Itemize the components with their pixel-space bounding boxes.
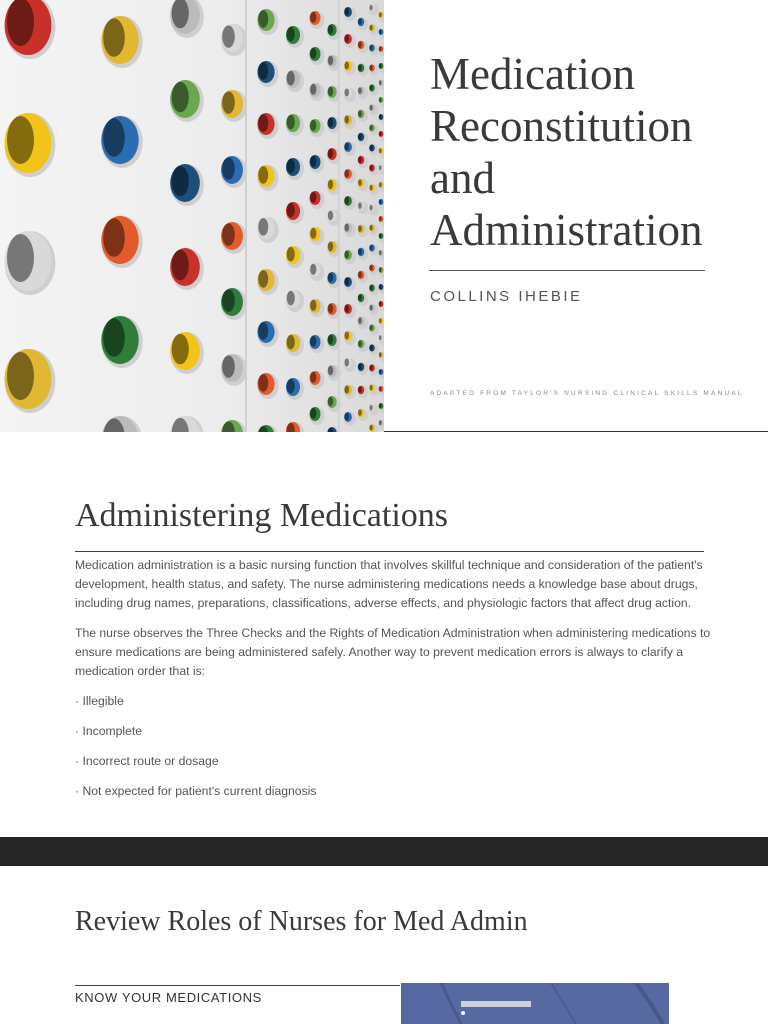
title-divider <box>75 551 704 552</box>
dot-shadow <box>345 116 350 124</box>
dot-shadow <box>369 425 372 431</box>
dot-shadow <box>369 365 372 371</box>
dot-shadow <box>287 335 295 349</box>
nurse-scrubs-image <box>401 983 701 1024</box>
dot-shadow <box>369 125 372 131</box>
dot-shadow <box>103 218 125 256</box>
dot-shadow <box>379 182 382 187</box>
dot-shadow <box>310 48 316 59</box>
dot-shadow <box>103 118 125 156</box>
dot-shadow <box>358 110 362 117</box>
dot-shadow <box>222 223 235 245</box>
dot-shadow <box>358 409 362 416</box>
body-paragraph: The nurse observes the Three Checks and the Rights of Medication Administration when administering medications to ensure medications are being administered safely. Another way to prevent medication errors is always to clarify a medication order that is: <box>75 626 711 678</box>
slide-title: Review Roles of Nurses for Med Admin <box>75 906 528 937</box>
dot-shadow <box>369 65 372 71</box>
dot-shadow <box>379 335 382 340</box>
dot-shadow <box>358 133 362 140</box>
dot-shadow <box>369 145 372 151</box>
cover-author: COLLINS IHEBIE <box>430 288 583 305</box>
dot-shadow <box>379 352 382 357</box>
dot-shadow <box>379 386 382 391</box>
dot-shadow <box>358 156 362 163</box>
dot-shadow <box>310 372 316 383</box>
cover-title <box>430 48 750 256</box>
dot-shadow <box>222 289 235 311</box>
dot-shadow <box>258 218 268 236</box>
dot-shadow <box>258 166 268 184</box>
dot-shadow <box>358 317 362 324</box>
dot-shadow <box>287 159 295 173</box>
dot-shadow <box>345 413 350 421</box>
dot-shadow <box>358 363 362 370</box>
dot-shadow <box>172 82 189 112</box>
dot-shadow <box>358 18 362 25</box>
dot-shadow <box>345 197 350 205</box>
dot-shadow <box>345 251 350 259</box>
dot-shadow <box>7 0 34 46</box>
dot-shadow <box>328 56 333 66</box>
dot-shadow <box>310 192 316 203</box>
dot-shadow <box>379 216 382 221</box>
dot-shadow <box>369 245 372 251</box>
dot-shadow <box>310 12 316 23</box>
dot-shadow <box>379 318 382 323</box>
dot-shadow <box>258 270 268 288</box>
dot-shadow <box>369 45 372 51</box>
dot-shadow <box>287 291 295 305</box>
dot-shadow <box>328 211 333 221</box>
cover-title-line: Administration <box>430 205 703 255</box>
dot-shadow <box>358 202 362 209</box>
dot-shadow <box>358 64 362 71</box>
body-paragraph: Medication administration is a basic nursing function that involves skillful technique and consideration of the patient's development, health status, and safety. The nurse administering medications needs a knowledge base about drugs, including drug names, preparations, classifications, adverse effects, and physiologic factors that affect drug action. <box>75 558 703 610</box>
dot-shadow <box>379 114 382 119</box>
cover-source-note: ADAPTED FROM TAYLOR'S NURSING CLINICAL SKILLS MANUAL <box>430 390 744 397</box>
dot-shadow <box>379 63 382 68</box>
dot-shadow <box>310 120 316 131</box>
cover-bottom-divider <box>384 431 768 432</box>
dot-shadow <box>172 334 189 364</box>
dot-shadow <box>287 379 295 393</box>
dot-shadow <box>369 345 372 351</box>
dot-shadow <box>345 332 350 340</box>
dot-shadow <box>172 166 189 196</box>
dot-shadow <box>379 12 382 17</box>
cover-title-line: Medication <box>430 49 635 99</box>
dot-shadow <box>345 224 350 232</box>
nurse-photo <box>401 983 701 1024</box>
dot-shadow <box>328 180 333 190</box>
dot-shadow <box>379 131 382 136</box>
dot-shadow <box>328 242 333 252</box>
dot-shadow <box>358 225 362 232</box>
dot-shadow <box>328 397 333 407</box>
dot-shadow <box>310 264 316 275</box>
administering-medications-slide <box>0 433 768 836</box>
bullet-item: · Illegible <box>75 694 124 708</box>
dot-shadow <box>328 304 333 314</box>
cover-slide <box>0 0 768 432</box>
dot-shadow <box>369 385 372 391</box>
dot-shadow <box>328 366 333 376</box>
dot-shadow <box>369 325 372 331</box>
dot-shadow <box>379 403 382 408</box>
dot-shadow <box>310 300 316 311</box>
bullet-list <box>75 692 715 801</box>
dot-shadow <box>379 284 382 289</box>
dot-shadow <box>345 278 350 286</box>
dot-shadow <box>7 234 34 282</box>
cover-title-line: Reconstitution <box>430 101 693 151</box>
section-divider <box>75 985 400 986</box>
dot-shadow <box>328 118 333 128</box>
dot-shadow <box>328 25 333 35</box>
dot-shadow <box>310 156 316 167</box>
dot-shadow <box>345 35 350 43</box>
dot-shadow <box>310 336 316 347</box>
dot-shadow <box>379 148 382 153</box>
dot-shadow <box>369 405 372 411</box>
dot-shadow <box>258 322 268 340</box>
dot-shadow <box>369 5 372 11</box>
dot-shadow <box>369 85 372 91</box>
dot-shadow <box>345 305 350 313</box>
dot-shadow <box>379 80 382 85</box>
dot-shadow <box>369 265 372 271</box>
dot-shadow <box>379 420 382 425</box>
colorful-dots-image <box>0 0 384 432</box>
cover-photo <box>0 0 384 432</box>
dot-shadow <box>358 386 362 393</box>
dot-shadow <box>287 71 295 85</box>
section-heading: KNOW YOUR MEDICATIONS <box>75 990 262 1005</box>
dot-shadow <box>379 97 382 102</box>
dot-shadow <box>358 248 362 255</box>
dot-shadow <box>7 116 34 164</box>
dot-shadow <box>369 285 372 291</box>
dot-shadow <box>345 386 350 394</box>
dot-shadow <box>358 340 362 347</box>
cover-divider <box>429 270 705 271</box>
dot-shadow <box>328 149 333 159</box>
dot-shadow <box>358 179 362 186</box>
dot-shadow <box>287 27 295 41</box>
dot-shadow <box>310 408 316 419</box>
dot-shadow <box>328 273 333 283</box>
dot-shadow <box>258 374 268 392</box>
dot-shadow <box>222 157 235 179</box>
dot-shadow <box>345 8 350 16</box>
bullet-item: · Incorrect route or dosage <box>75 754 219 768</box>
dot-shadow <box>379 301 382 306</box>
dot-shadow <box>258 62 268 80</box>
dot-shadow <box>379 29 382 34</box>
dot-shadow <box>379 165 382 170</box>
nurse-roles-slide <box>0 866 768 1024</box>
dot-shadow <box>222 355 235 377</box>
dot-shadow <box>379 233 382 238</box>
dot-shadow <box>345 359 350 367</box>
dot-shadow <box>369 165 372 171</box>
dot-shadow <box>379 199 382 204</box>
bullet-item: · Incomplete <box>75 724 143 738</box>
slide-title: Administering Medications <box>75 497 449 534</box>
dot-shadow <box>379 250 382 255</box>
dot-shadow <box>7 352 34 400</box>
dot-shadow <box>328 335 333 345</box>
dot-shadow <box>103 18 125 56</box>
dot-shadow <box>358 294 362 301</box>
dot-shadow <box>379 369 382 374</box>
dot-shadow <box>369 225 372 231</box>
dot-shadow <box>369 205 372 211</box>
dot-shadow <box>369 185 372 191</box>
dot-shadow <box>287 203 295 217</box>
dot-shadow <box>258 114 268 132</box>
dot-shadow <box>222 25 235 47</box>
dot-shadow <box>379 267 382 272</box>
dot-shadow <box>328 87 333 97</box>
dot-shadow <box>345 62 350 70</box>
dot-shadow <box>172 250 189 280</box>
dot-shadow <box>358 41 362 48</box>
dot-shadow <box>369 25 372 31</box>
dot-shadow <box>103 318 125 356</box>
dot-shadow <box>287 115 295 129</box>
dot-shadow <box>287 247 295 261</box>
slide-separator <box>0 837 768 866</box>
dot-shadow <box>345 143 350 151</box>
dot-shadow <box>310 228 316 239</box>
dot-shadow <box>222 91 235 113</box>
dot-shadow <box>258 10 268 28</box>
slide-body <box>75 556 715 812</box>
bullet-item: · Not expected for patient's current diagnosis <box>75 784 317 798</box>
dot-shadow <box>345 89 350 97</box>
dot-shadow <box>345 170 350 178</box>
cover-title-line: and <box>430 153 495 203</box>
dot-shadow <box>379 46 382 51</box>
dot-shadow <box>369 305 372 311</box>
dot-shadow <box>358 271 362 278</box>
dot-shadow <box>358 87 362 94</box>
dot-shadow <box>310 84 316 95</box>
dot-shadow <box>369 105 372 111</box>
